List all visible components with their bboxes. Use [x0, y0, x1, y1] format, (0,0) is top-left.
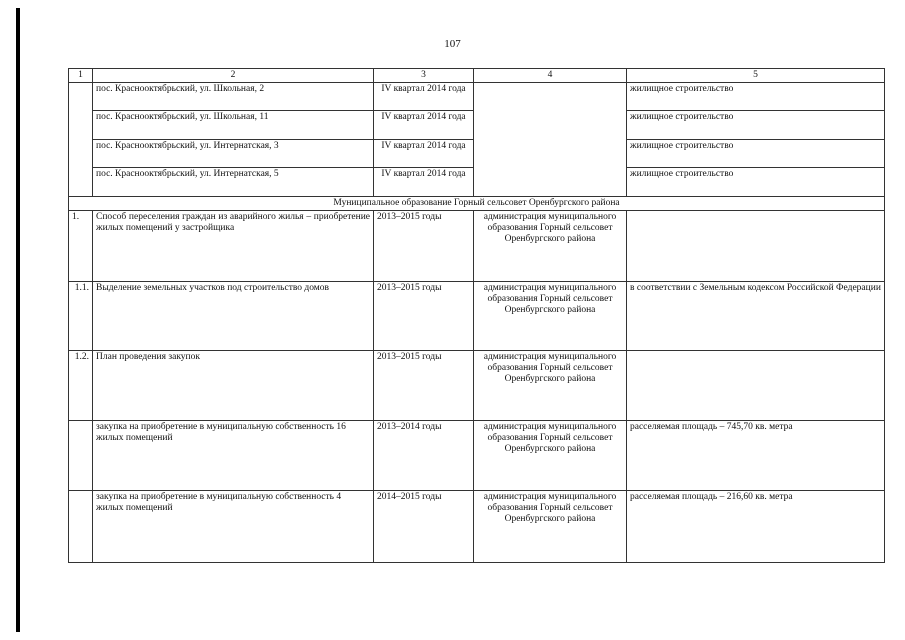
table-row [69, 83, 885, 111]
note-cell [627, 211, 885, 282]
responsible-cell [474, 83, 627, 197]
table-row [69, 211, 885, 282]
description-cell: закупка на приобретение в муниципальную собственность 16 жилых помещений [93, 421, 374, 491]
scan-edge-line [16, 8, 20, 632]
table-header-row [69, 69, 885, 83]
row-number [69, 491, 93, 563]
row-number: 1.1. [69, 282, 93, 351]
note-cell [627, 351, 885, 421]
address-cell: пос. Краснооктябрьский, ул. Интернатская, 5 [93, 168, 374, 197]
description-cell: закупка на приобретение в муниципальную собственность 4 жилых помещений [93, 491, 374, 563]
purpose-cell: жилищное строительство [627, 83, 885, 111]
section-heading-row [69, 197, 885, 211]
document-table [68, 68, 885, 563]
column-header: 4 [474, 69, 627, 83]
purpose-cell: жилищное строительство [627, 111, 885, 140]
row-number: 1.2. [69, 351, 93, 421]
address-cell: пос. Краснооктябрьский, ул. Школьная, 2 [93, 83, 374, 111]
period-cell: IV квартал 2014 года [374, 111, 474, 140]
column-header: 2 [93, 69, 374, 83]
note-cell: в соответствии с Земельным кодексом Российской Федерации [627, 282, 885, 351]
purpose-cell: жилищное строительство [627, 168, 885, 197]
years-cell: 2014–2015 годы [374, 491, 474, 563]
column-header: 3 [374, 69, 474, 83]
address-cell: пос. Краснооктябрьский, ул. Школьная, 11 [93, 111, 374, 140]
responsible-cell: администрация муниципального образования Горный сельсовет Оренбургского района [474, 282, 627, 351]
section-title: Муниципальное образование Горный сельсовет Оренбургского района [69, 197, 885, 211]
purpose-cell: жилищное строительство [627, 140, 885, 168]
row-number: 1. [69, 211, 93, 282]
row-number [69, 421, 93, 491]
table-row [69, 282, 885, 351]
period-cell: IV квартал 2014 года [374, 140, 474, 168]
description-cell: Способ переселения граждан из аварийного жилья – приобретение жилых помещений у застройщика [93, 211, 374, 282]
table-row [69, 351, 885, 421]
note-cell: расселяемая площадь – 745,70 кв. метра [627, 421, 885, 491]
period-cell: IV квартал 2014 года [374, 83, 474, 111]
column-header: 5 [627, 69, 885, 83]
responsible-cell: администрация муниципального образования Горный сельсовет Оренбургского района [474, 211, 627, 282]
page-number: 107 [444, 38, 461, 50]
years-cell: 2013–2015 годы [374, 351, 474, 421]
responsible-cell: администрация муниципального образования Горный сельсовет Оренбургского района [474, 351, 627, 421]
address-cell: пос. Краснооктябрьский, ул. Интернатская, 3 [93, 140, 374, 168]
table-row [69, 421, 885, 491]
number-cell [69, 83, 93, 197]
years-cell: 2013–2015 годы [374, 211, 474, 282]
description-cell: План проведения закупок [93, 351, 374, 421]
years-cell: 2013–2015 годы [374, 282, 474, 351]
responsible-cell: администрация муниципального образования Горный сельсовет Оренбургского района [474, 421, 627, 491]
table-row [69, 491, 885, 563]
description-cell: Выделение земельных участков под строительство домов [93, 282, 374, 351]
years-cell: 2013–2014 годы [374, 421, 474, 491]
column-header: 1 [69, 69, 93, 83]
responsible-cell: администрация муниципального образования Горный сельсовет Оренбургского района [474, 491, 627, 563]
period-cell: IV квартал 2014 года [374, 168, 474, 197]
note-cell: расселяемая площадь – 216,60 кв. метра [627, 491, 885, 563]
